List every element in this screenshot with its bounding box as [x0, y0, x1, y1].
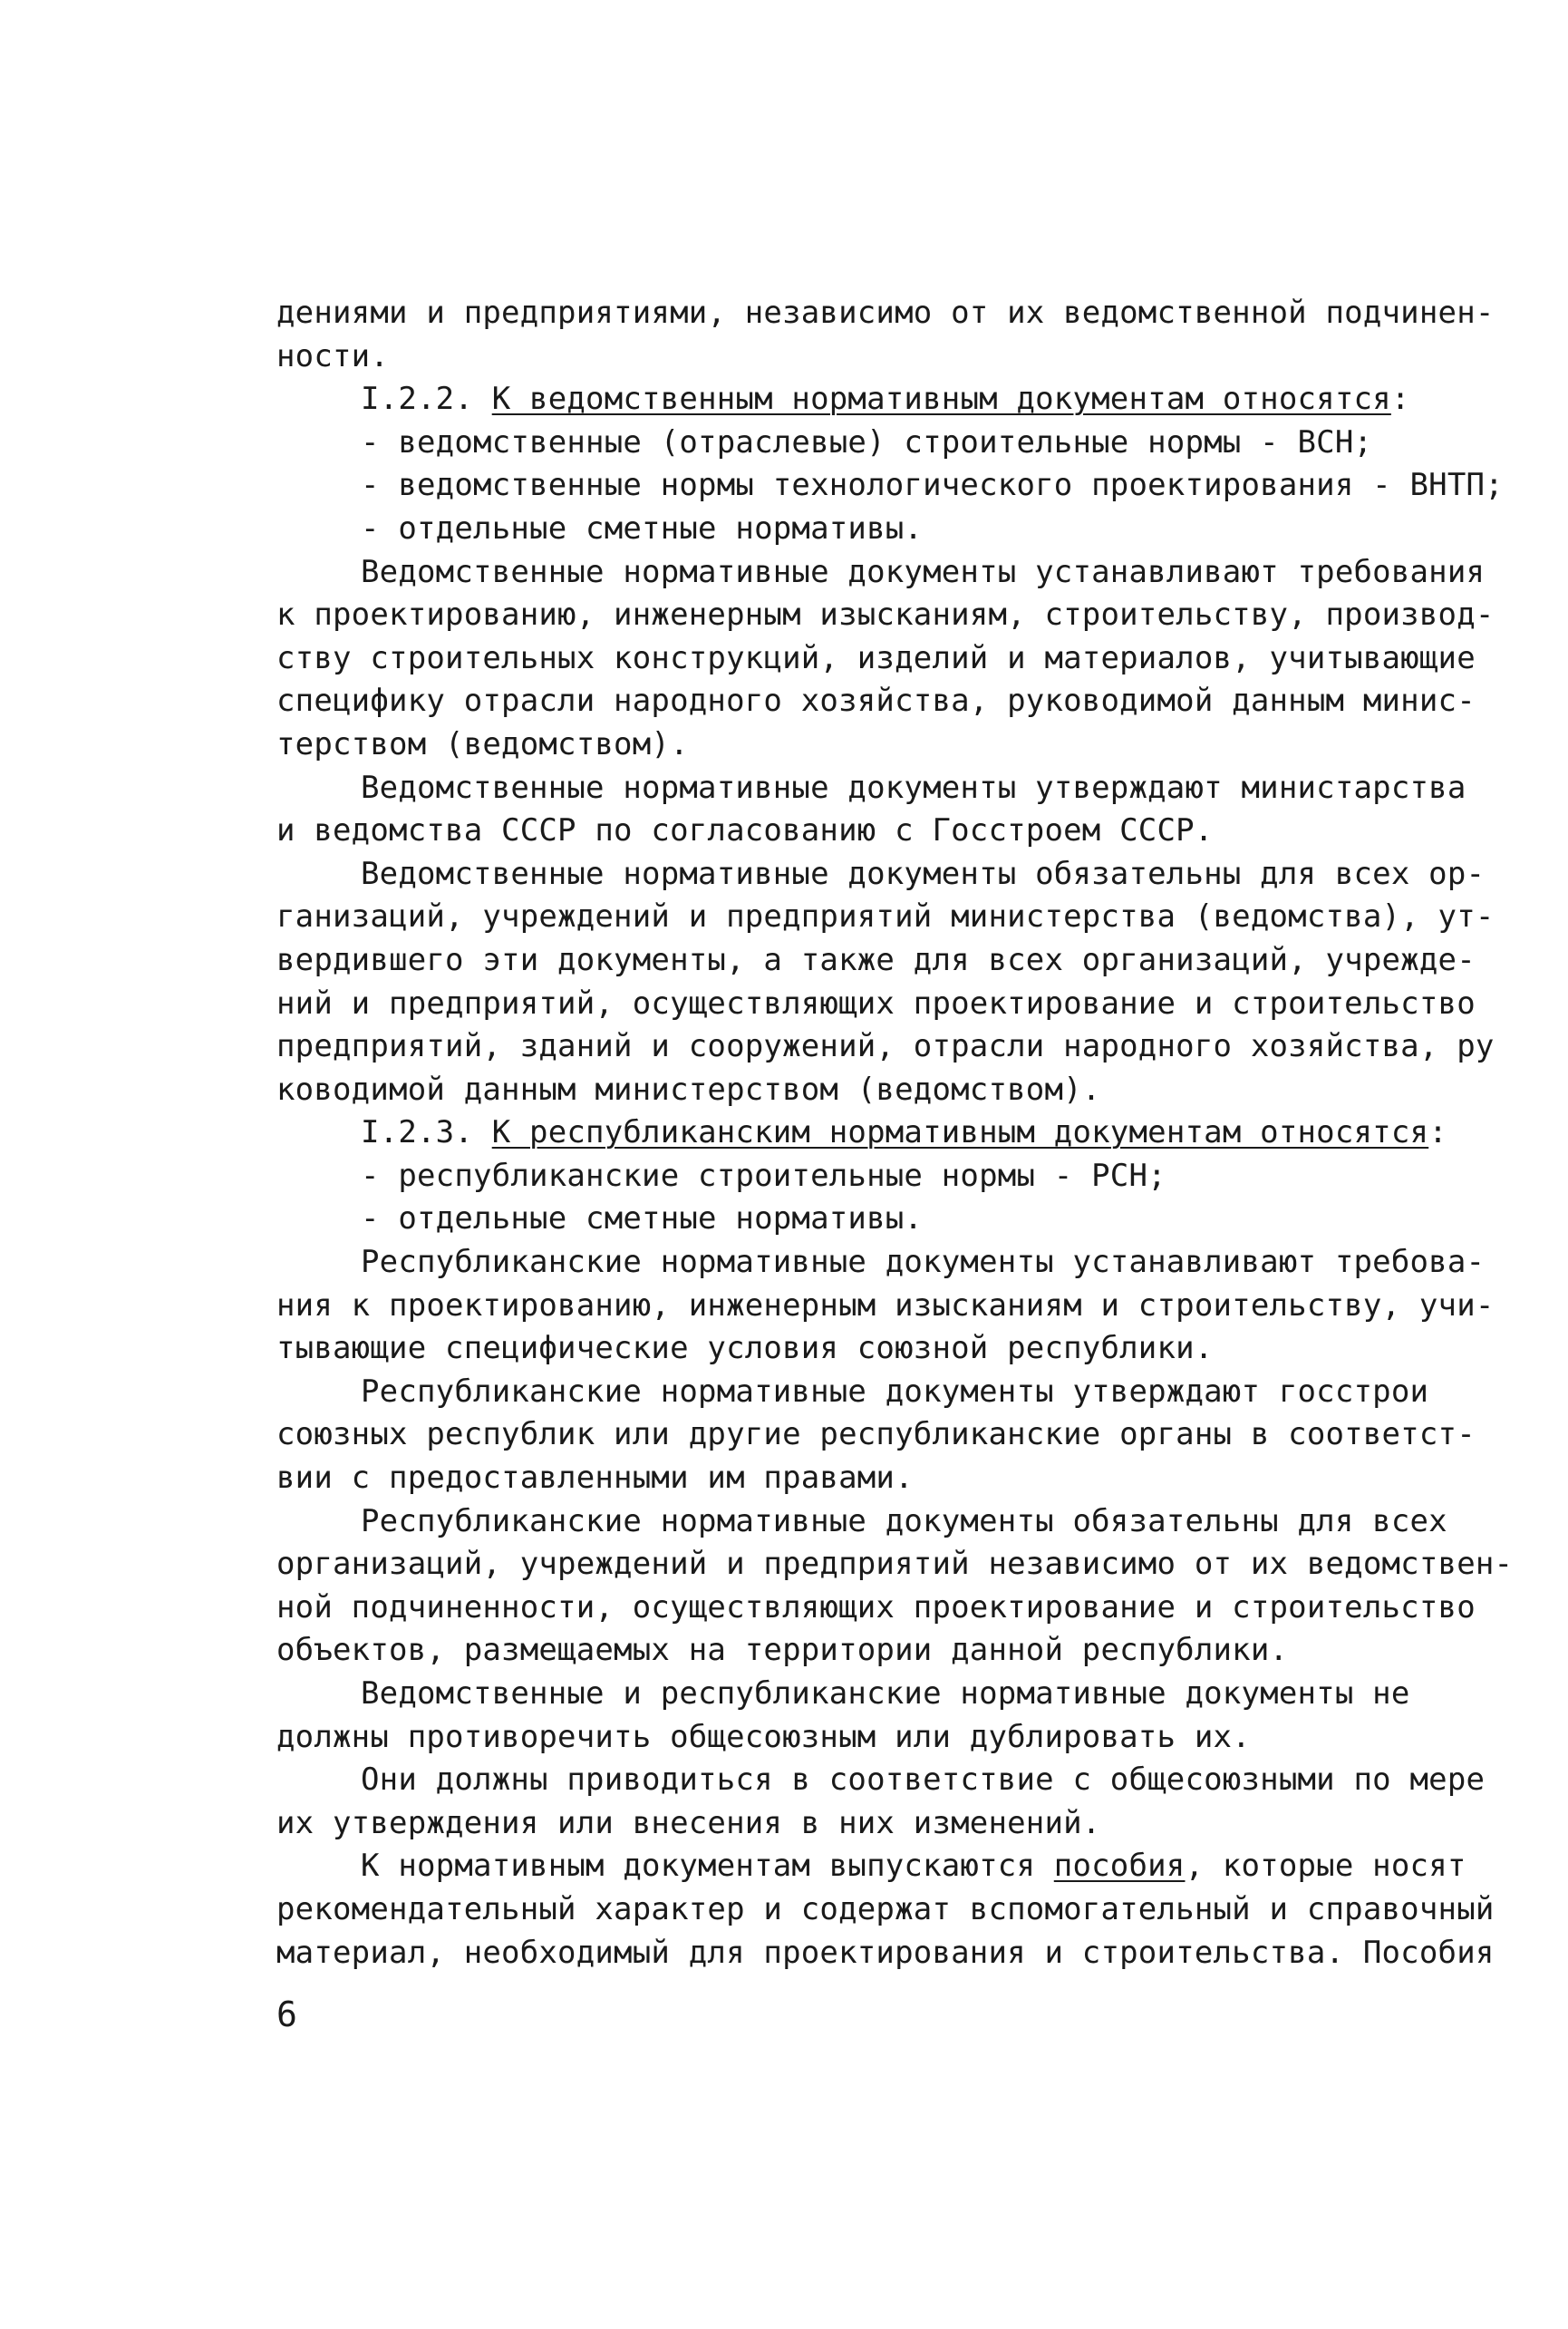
text-line: предприятий, зданий и сооружений, отрасли народного хозяйства, ру — [276, 1028, 1495, 1065]
page-number: 6 — [276, 1994, 297, 2034]
section-number: I.2.2. — [361, 381, 492, 418]
list-item: - республиканские строительные нормы - РСН; — [361, 1157, 1166, 1194]
section-title-suffix: : — [1390, 381, 1410, 418]
section-heading-1-2-2 — [276, 378, 1455, 422]
paragraph-start: Ведомственные нормативные документы обязательны для всех ор- — [361, 855, 1486, 892]
paragraph-start: Ведомственные нормативные документы утверждают министарства — [361, 769, 1466, 806]
text-line: рекомендательный характер и содержат вспомогательный и справочный — [276, 1890, 1495, 1927]
text-suffix: , которые носят — [1185, 1848, 1466, 1885]
section-title-suffix: : — [1428, 1114, 1447, 1151]
paragraph-start — [276, 1845, 1466, 1888]
paragraph-start: Ведомственные и республиканские нормативные документы не — [361, 1675, 1410, 1712]
text-line: специфику отрасли народного хозяйства, руководимой данным минис- — [276, 683, 1476, 720]
list-item: - отдельные сметные нормативы. — [361, 1200, 924, 1237]
text-line: ности. — [276, 337, 390, 374]
text-line: тывающие специфические условия союзной республики. — [276, 1330, 1214, 1367]
list-item: - ведомственные (отраслевые) строительные нормы - ВСН; — [361, 423, 1373, 461]
text-line: ния к проектированию, инженерным изысканиям и строительству, учи- — [276, 1286, 1495, 1324]
section-title-underlined: К ведомственным нормативным документам относятся — [491, 381, 1391, 418]
paragraph-start: Республиканские нормативные документы устанавливают требова- — [361, 1244, 1486, 1281]
text-line: материал, необходимый для проектирования и строительства. Пособия — [276, 1934, 1495, 1971]
text-line: ководимой данным министерством (ведомством). — [276, 1071, 1101, 1108]
list-item: - ведомственные нормы технологического проектирования - ВНТП; — [361, 467, 1504, 504]
paragraph-start: Республиканские нормативные документы утверждают госстрои — [361, 1373, 1429, 1410]
text-line: и ведомства СССР по согласованию с Госстроем СССР. — [276, 812, 1214, 849]
text-line: ганизаций, учреждений и предприятий министерства (ведомства), ут- — [276, 898, 1495, 936]
text-line: вии с предоставленными им правами. — [276, 1460, 914, 1497]
text-line: ний и предприятий, осуществляющих проектирование и строительство — [276, 985, 1476, 1022]
paragraph-start: Республиканские нормативные документы обязательны для всех — [361, 1502, 1447, 1539]
text-line: терством (ведомством). — [276, 725, 689, 762]
text-line: дениями и предприятиями, независимо от их ведомственной подчинен- — [276, 295, 1495, 331]
text-line: к проектированию, инженерным изысканиям, строительству, производ- — [276, 597, 1495, 634]
text-line: союзных республик или другие республиканские органы в соответст- — [276, 1416, 1476, 1453]
section-number: I.2.3. — [361, 1114, 492, 1151]
text-prefix: К нормативным документам выпускаются — [361, 1848, 1054, 1885]
text-line: организаций, учреждений и предприятий независимо от их ведомствен- — [276, 1546, 1514, 1583]
section-title-underlined: К республиканским нормативным документам относятся — [491, 1114, 1429, 1151]
text-line: ству строительных конструкций, изделий и материалов, учитывающие — [276, 639, 1476, 676]
text-line: вердившего эти документы, а также для всех организаций, учрежде- — [276, 941, 1476, 978]
document-body — [276, 292, 1514, 1975]
text-line: их утверждения или внесения в них изменений. — [276, 1804, 1101, 1841]
paragraph-start: Ведомственные нормативные документы устанавливают требования — [361, 553, 1486, 590]
text-line: объектов, размещаемых на территории данной республики. — [276, 1632, 1289, 1669]
paragraph-start: Они должны приводиться в соответствие с общесоюзными по мере — [361, 1761, 1486, 1799]
underlined-term: пособия — [1053, 1848, 1186, 1885]
text-line: ной подчиненности, осуществляющих проектирование и строительство — [276, 1588, 1476, 1625]
list-item: - отдельные сметные нормативы. — [361, 509, 924, 547]
section-heading-1-2-3 — [276, 1111, 1455, 1155]
text-line: должны противоречить общесоюзным или дублировать их. — [276, 1718, 1251, 1755]
